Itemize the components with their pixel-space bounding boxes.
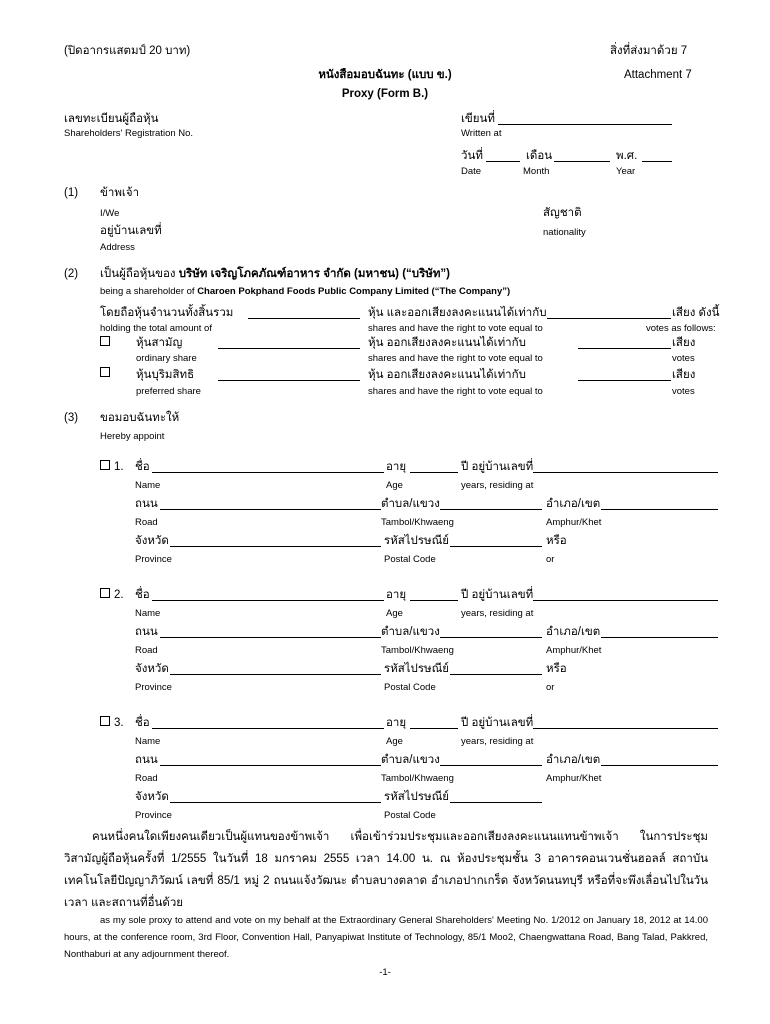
proxy-3-address-field[interactable] <box>533 728 718 729</box>
date-label-english: Date <box>461 166 482 177</box>
proxy-1-province-field[interactable] <box>170 546 381 547</box>
ordinary-votes-unit-english: votes <box>672 353 695 364</box>
date-label-thai: วันที่ <box>461 150 483 162</box>
proxy-2-name-field[interactable] <box>152 600 384 601</box>
total-shares-field[interactable] <box>248 318 360 319</box>
section-3-number: (3) <box>64 412 79 424</box>
proxy-1-amphur-field[interactable] <box>601 509 718 510</box>
ordinary-vote-label-thai: หุ้น ออกเสียงลงคะแนนได้เท่ากับ <box>368 337 526 349</box>
month-label-thai: เดือน <box>526 150 553 162</box>
proxy-2-residing-label-english: years, residing at <box>461 608 534 619</box>
proxy-2-tambol-label: ตำบล/แขวง <box>381 626 440 638</box>
address-label-thai: อยู่บ้านเลขที่ <box>100 225 162 237</box>
year-label-thai: พ.ศ. <box>616 150 638 162</box>
proxy-1-or-label-english: or <box>546 554 555 565</box>
year-field[interactable] <box>642 161 672 162</box>
nationality-label-thai: สัญชาติ <box>543 207 582 219</box>
company-name-english: Charoen Pokphand Foods Public Company Limited (“The Company”) <box>197 286 511 297</box>
proxy-2-road-label-english: Road <box>135 645 158 656</box>
preferred-share-label-thai: หุ้นบุริมสิทธิ <box>136 369 195 381</box>
proxy-1-tambol-field[interactable] <box>440 509 542 510</box>
total-vote-label-english: shares and have the right to vote equal to <box>368 323 543 334</box>
preferred-votes-unit-thai: เสียง <box>672 369 696 381</box>
proxy-2-province-label: จังหวัด <box>135 663 169 675</box>
proxy-2-amphur-label-english: Amphur/Khet <box>546 645 602 656</box>
ordinary-votes-unit-thai: เสียง <box>672 337 696 349</box>
proxy-3-postal-field[interactable] <box>450 802 542 803</box>
ordinary-share-checkbox[interactable] <box>100 336 110 346</box>
proxy-1-number: 1. <box>114 461 124 473</box>
preferred-share-checkbox[interactable] <box>100 367 110 377</box>
proxy-3-province-label-english: Province <box>135 810 172 821</box>
proxy-1-province-label: จังหวัด <box>135 535 169 547</box>
proxy-2-amphur-label: อำเภอ/เขต <box>546 626 601 638</box>
proxy-1-or-label: หรือ <box>546 535 567 547</box>
written-at-field[interactable] <box>498 124 672 125</box>
date-field[interactable] <box>486 161 520 162</box>
ordinary-shares-field[interactable] <box>218 348 360 349</box>
section-2-number: (2) <box>64 268 79 280</box>
closing-paragraph-english: as my sole proxy to attend and vote on my behalf at the Extraordinary General Shareholders' Meeting No. 1/2012 on January 18, 2012 at 14.00 hours, at the conference room, 3rd Floor, Convention Hall, Panyapiwat Institute of Technology, 85/1 Moo2, Chaengwattana Road, Bang Talad, Pakkred, Nonthaburi at any adjournment thereof. <box>64 915 708 960</box>
proxy-2-name-label-english: Name <box>135 608 161 619</box>
proxy-1-tambol-label: ตำบล/แขวง <box>381 498 440 510</box>
proxy-1-name-label-english: Name <box>135 480 161 491</box>
attachment-label: Attachment 7 <box>624 69 692 81</box>
proxy-3-province-field[interactable] <box>170 802 381 803</box>
written-at-label-thai: เขียนที่ <box>461 113 495 125</box>
proxy-1-postal-label-english: Postal Code <box>384 554 436 565</box>
stamp-duty-note: (ปิดอากรแสตมป์ 20 บาท) <box>64 45 191 57</box>
proxy-1-address-field[interactable] <box>533 472 718 473</box>
proxy-2-age-label-english: Age <box>386 608 403 619</box>
ordinary-share-label-english: ordinary share <box>136 353 197 364</box>
nationality-label-english: nationality <box>543 227 586 238</box>
proxy-3-checkbox[interactable] <box>100 716 110 726</box>
proxy-2-postal-label: รหัสไปรษณีย์ <box>384 663 450 675</box>
form-title-english: Proxy (Form B.) <box>341 88 429 100</box>
proxy-2-tambol-label-english: Tambol/Khwaeng <box>381 645 454 656</box>
proxy-3-tambol-label: ตำบล/แขวง <box>381 754 440 766</box>
proxy-3-road-label-english: Road <box>135 773 158 784</box>
proxy-2-tambol-field[interactable] <box>440 637 542 638</box>
proxy-1-residing-label: ปี อยู่บ้านเลขที่ <box>461 461 534 473</box>
proxy-2-address-field[interactable] <box>533 600 718 601</box>
proxy-1-tambol-label-english: Tambol/Khwaeng <box>381 517 454 528</box>
ordinary-votes-field[interactable] <box>578 348 671 349</box>
preferred-share-label-english: preferred share <box>136 386 201 397</box>
ordinary-share-label-thai: หุ้นสามัญ <box>136 337 183 349</box>
total-votes-field[interactable] <box>547 318 671 319</box>
proxy-1-checkbox[interactable] <box>100 460 110 470</box>
written-at-label-english: Written at <box>461 128 502 139</box>
proxy-3-province-label: จังหวัด <box>135 791 169 803</box>
proxy-3-amphur-label-english: Amphur/Khet <box>546 773 602 784</box>
proxy-1-age-field[interactable] <box>410 472 458 473</box>
proxy-2-residing-label: ปี อยู่บ้านเลขที่ <box>461 589 534 601</box>
total-shares-label-english: holding the total amount of <box>100 323 212 334</box>
preferred-vote-label-english: shares and have the right to vote equal to <box>368 386 543 397</box>
iwe-label-english: I/We <box>100 208 120 219</box>
proxy-3-number: 3. <box>114 717 124 729</box>
proxy-3-postal-label: รหัสไปรษณีย์ <box>384 791 450 803</box>
proxy-3-residing-label: ปี อยู่บ้านเลขที่ <box>461 717 534 729</box>
proxy-3-age-field[interactable] <box>410 728 458 729</box>
proxy-1-postal-field[interactable] <box>450 546 542 547</box>
proxy-3-residing-label-english: years, residing at <box>461 736 534 747</box>
proxy-2-road-label: ถนน <box>135 626 158 638</box>
proxy-1-province-label-english: Province <box>135 554 172 565</box>
enclosure-label: สิ่งที่ส่งมาด้วย 7 <box>610 45 688 57</box>
proxy-3-road-field[interactable] <box>160 765 381 766</box>
proxy-3-name-field[interactable] <box>152 728 384 729</box>
proxy-3-name-label-english: Name <box>135 736 161 747</box>
proxy-2-age-label: อายุ <box>386 589 407 601</box>
form-title-thai: หนังสือมอบฉันทะ (แบบ ข.) <box>318 69 452 81</box>
company-name-thai: บริษัท เจริญโภคภัณฑ์อาหาร จำกัด (มหาชน) (“บริษัท”) <box>178 268 450 280</box>
iwe-label-thai: ข้าพเจ้า <box>100 187 140 199</box>
proxy-3-amphur-label: อำเภอ/เขต <box>546 754 601 766</box>
proxy-2-postal-field[interactable] <box>450 674 542 675</box>
proxy-2-amphur-field[interactable] <box>601 637 718 638</box>
preferred-vote-label-thai: หุ้น ออกเสียงลงคะแนนได้เท่ากับ <box>368 369 526 381</box>
address-label-english: Address <box>100 242 135 253</box>
proxy-2-road-field[interactable] <box>160 637 381 638</box>
proxy-3-amphur-field[interactable] <box>601 765 718 766</box>
proxy-1-name-field[interactable] <box>152 472 384 473</box>
proxy-3-name-label: ชื่อ <box>135 717 150 729</box>
proxy-3-age-label: อายุ <box>386 717 407 729</box>
proxy-1-age-label: อายุ <box>386 461 407 473</box>
total-shares-label-thai: โดยถือหุ้นจำนวนทั้งสิ้นรวม <box>100 307 234 319</box>
preferred-shares-field[interactable] <box>218 380 360 381</box>
proxy-1-name-label: ชื่อ <box>135 461 150 473</box>
proxy-3-postal-label-english: Postal Code <box>384 810 436 821</box>
proxy-1-road-label-english: Road <box>135 517 158 528</box>
proxy-1-road-label: ถนน <box>135 498 158 510</box>
votes-as-follows-english: votes as follows: <box>646 323 716 334</box>
proxy-2-postal-label-english: Postal Code <box>384 682 436 693</box>
proxy-2-checkbox[interactable] <box>100 588 110 598</box>
shareholder-of-label-english: being a shareholder of Charoen Pokphand Foods Public Company Limited (“The Company”) <box>100 286 511 297</box>
proxy-2-name-label: ชื่อ <box>135 589 150 601</box>
registration-label-thai: เลขทะเบียนผู้ถือหุ้น <box>64 113 159 125</box>
proxy-2-age-field[interactable] <box>410 600 458 601</box>
section-1-number: (1) <box>64 187 79 199</box>
preferred-votes-field[interactable] <box>578 380 671 381</box>
proxy-3-tambol-label-english: Tambol/Khwaeng <box>381 773 454 784</box>
proxy-1-postal-label: รหัสไปรษณีย์ <box>384 535 450 547</box>
year-label-english: Year <box>616 166 636 177</box>
preferred-votes-unit-english: votes <box>672 386 695 397</box>
proxy-1-residing-label-english: years, residing at <box>461 480 534 491</box>
closing-paragraph-thai: คนหนึ่งคนใดเพียงคนเดียวเป็นผู้แทนของข้าพเจ้า เพื่อเข้าร่วมประชุมและออกเสียงลงคะแนนแทนข้าพเจ้า ในการประชุมวิสามัญผู้ถือหุ้นครั้งที่ 1/2555 ในวันที่ 18 มกราคม 2555 เวลา 14.00 น. ณ ห้องประชุมชั้น 3 อาคารคอนเวนชั่นฮอลล์ สถาบันเทคโนโลยีปัญญาภิวัฒน์ เลขที่ 85/1 หมู่ 2 ถนนแจ้งวัฒนะ ตำบลบางตลาด อำเภอปากเกร็ด จังหวัดนนทบุรี หรือที่จะพึงเลื่อนไปในวัน เวลา และสถานที่อื่นด้วย <box>64 831 708 909</box>
proxy-2-number: 2. <box>114 589 124 601</box>
page-number: -1- <box>379 967 391 978</box>
registration-label-english: Shareholders' Registration No. <box>64 128 194 139</box>
proxy-3-tambol-field[interactable] <box>440 765 542 766</box>
shareholder-of-label-thai: เป็นผู้ถือหุ้นของ บริษัท เจริญโภคภัณฑ์อาหาร จำกัด (มหาชน) (“บริษัท”) <box>100 268 450 280</box>
proxy-1-road-field[interactable] <box>160 509 381 510</box>
proxy-3-age-label-english: Age <box>386 736 403 747</box>
appoint-label-thai: ขอมอบฉันทะให้ <box>100 412 180 424</box>
total-vote-label-thai: หุ้น และออกเสียงลงคะแนนได้เท่ากับ <box>368 307 547 319</box>
proxy-1-age-label-english: Age <box>386 480 403 491</box>
proxy-2-province-field[interactable] <box>170 674 381 675</box>
proxy-2-or-label-english: or <box>546 682 555 693</box>
proxy-1-amphur-label-english: Amphur/Khet <box>546 517 602 528</box>
proxy-2-or-label: หรือ <box>546 663 567 675</box>
proxy-2-province-label-english: Province <box>135 682 172 693</box>
proxy-3-road-label: ถนน <box>135 754 158 766</box>
votes-as-follows-thai: เสียง ดังนี้ <box>672 307 720 319</box>
appoint-label-english: Hereby appoint <box>100 431 165 442</box>
ordinary-vote-label-english: shares and have the right to vote equal to <box>368 353 543 364</box>
month-field[interactable] <box>554 161 610 162</box>
proxy-1-amphur-label: อำเภอ/เขต <box>546 498 601 510</box>
month-label-english: Month <box>523 166 550 177</box>
